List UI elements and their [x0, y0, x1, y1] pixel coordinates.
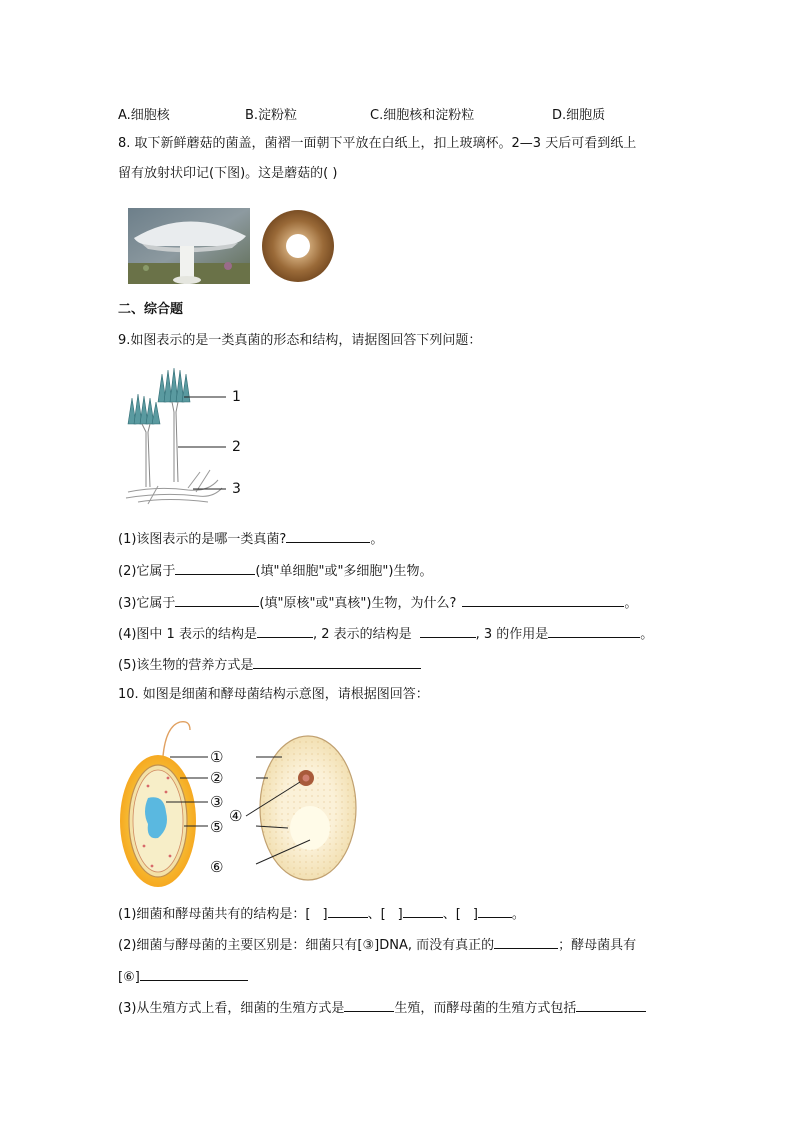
- answer-blank[interactable]: [175, 561, 255, 575]
- answer-blank[interactable]: [478, 904, 512, 918]
- answer-blank[interactable]: [328, 904, 368, 918]
- answer-blank[interactable]: [286, 529, 370, 543]
- q9-sub3-text: (3)它属于: [118, 596, 176, 611]
- bracket: ]: [322, 907, 328, 922]
- section-heading: 二、综合题: [118, 302, 184, 317]
- q9-label-2: 2: [232, 439, 241, 455]
- q9-sub1-text: (1)该图表示的是哪一类真菌?: [118, 532, 287, 547]
- q10-label-5: ⑤: [210, 818, 224, 836]
- answer-blank[interactable]: [140, 967, 248, 981]
- q10-label-4: ④: [229, 807, 243, 825]
- q10-sub2-text: (2)细菌与酵母菌的主要区别是：细菌只有[③]DNA, 而没有真正的: [118, 938, 495, 953]
- bracket: ]: [397, 907, 403, 922]
- answer-blank[interactable]: [175, 593, 259, 607]
- q9-sub2-text: (2)它属于: [118, 564, 176, 579]
- spore-print-image: [258, 208, 338, 284]
- q9-stem: 9.如图表示的是一类真菌的形态和结构，请据图回答下列问题：: [118, 333, 482, 348]
- answer-blank[interactable]: [576, 998, 646, 1012]
- q10-sub2-text-b: ；酵母菌具有: [558, 938, 637, 953]
- bacteria-yeast-diagram: [118, 716, 368, 888]
- answer-blank[interactable]: [420, 624, 476, 638]
- q9-label-3: 3: [232, 481, 241, 497]
- q9-sub4-end: 。: [640, 627, 654, 642]
- q9-sub4: [118, 624, 653, 644]
- q9-sub1: [118, 529, 383, 549]
- q10-sub2-line1: [118, 935, 636, 955]
- q10-label-3: ③: [210, 793, 224, 811]
- q10-sub3-text-a: (3)从生殖方式上看，细菌的生殖方式是: [118, 1001, 345, 1016]
- answer-blank[interactable]: [253, 655, 421, 669]
- option-b: B.淀粉粒: [245, 108, 298, 123]
- mushroom-photo: [128, 208, 250, 284]
- q9-sub3-end: 。: [624, 596, 638, 611]
- q9-sub3-mid: (填"原核"或"真核")生物，为什么?: [259, 596, 457, 611]
- option-c: C.细胞核和淀粉粒: [370, 108, 475, 123]
- q9-sub4-text-a: (4)图中 1 表示的结构是: [118, 627, 257, 642]
- q10-stem: 10. 如图是细菌和酵母菌结构示意图，请根据图回答：: [118, 687, 429, 702]
- q10-sub1: [118, 904, 525, 924]
- bracket: 、[: [367, 907, 386, 922]
- q10-sub1-text: (1)细菌和酵母菌共有的结构是：[: [118, 907, 311, 922]
- answer-blank[interactable]: [548, 624, 640, 638]
- q9-sub4-text-b: , 2 表示的结构是: [312, 627, 412, 642]
- q10-label-2: ②: [210, 769, 224, 787]
- q9-label-1: 1: [232, 389, 241, 405]
- q9-sub5-text: (5)该生物的营养方式是: [118, 658, 254, 673]
- q9-sub2-end: (填"单细胞"或"多细胞")生物。: [255, 564, 433, 579]
- q9-sub5: [118, 655, 421, 675]
- q8-line1: 8. 取下新鲜蘑菇的菌盖，菌褶一面朝下平放在白纸上，扣上玻璃杯。2—3 天后可看到纸上: [118, 136, 637, 151]
- answer-blank[interactable]: [494, 935, 558, 949]
- period: 。: [511, 907, 525, 922]
- q10-label-1: ①: [210, 748, 224, 766]
- q9-sub2: [118, 561, 432, 581]
- answer-blank[interactable]: [344, 998, 394, 1012]
- q8-line2: 留有放射状印记(下图)。这是蘑菇的( ): [118, 166, 338, 181]
- q9-sub3: [118, 593, 637, 613]
- q9-sub1-end: 。: [370, 532, 384, 547]
- option-a: A.细胞核: [118, 108, 170, 123]
- q10-sub2-line2: [118, 967, 248, 987]
- q10-sub2-label: [⑥]: [118, 970, 140, 985]
- answer-blank[interactable]: [403, 904, 443, 918]
- option-d: D.细胞质: [552, 108, 606, 123]
- answer-blank[interactable]: [462, 593, 624, 607]
- q10-sub3: [118, 998, 646, 1018]
- q9-sub4-text-c: , 3 的作用是: [475, 627, 549, 642]
- q10-label-6: ⑥: [210, 858, 224, 876]
- bracket: ]: [472, 907, 478, 922]
- bracket: 、[: [442, 907, 461, 922]
- answer-blank[interactable]: [257, 624, 313, 638]
- q10-sub3-text-b: 生殖，而酵母菌的生殖方式包括: [394, 1001, 577, 1016]
